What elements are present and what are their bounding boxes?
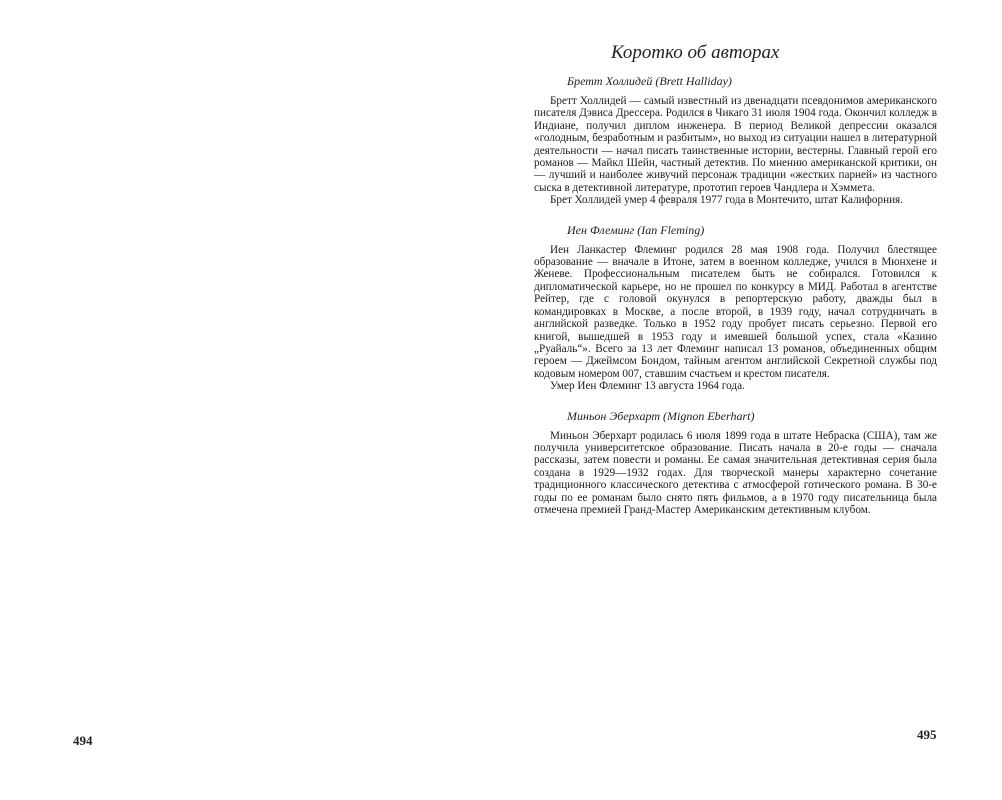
author-paragraph: Брет Холлидей умер 4 февраля 1977 года в Монтечито, штат Калифорния. — [550, 194, 903, 207]
authors-list — [534, 74, 937, 532]
author-paragraph: Миньон Эберхарт родилась 6 июля 1899 года в штате Небраска (США), там же получила университетское образование. Писать начала в 20-е годы — сначала рассказы, затем повести и романы. Ее самая значительная детективная серия была создана в 1929—1932 годах. Для творческой манеры характерно сочетание традиционного классического детектива с атмосферой готического романа. В 30-е годы по ее романам было снято пять фильмов, а в 1970 году писательница была отмечена премией Гранд-Мастер Американским детективным клубом. — [534, 429, 937, 516]
author-paragraph: Бретт Холлидей — самый известный из двенадцати псевдонимов американского писателя Дэвиса Дрессера. Родился в Чикаго 31 июля 1904 года. Окончил колледж в Индиане, получил диплом инженера. В период Великой депрессии оказался «голодным, безработным и разбитым», но выход из ситуации нашел в литературной деятельности — начал писать таинственные истории, вестерны. Главный герой его романов — Майкл Шейн, частный детектив. По мнению американской критики, он — лучший и наиболее живучий персонаж традиции «жестких парней» из частного сыска в детективной литературе, прототип героев Чандлера и Хэммета. — [534, 95, 937, 194]
page-number-right: 495 — [917, 727, 937, 742]
page-number-left: 494 — [73, 733, 93, 748]
author-block-eberhart — [534, 409, 937, 517]
author-heading: Иен Флеминг (Ian Fleming) — [567, 222, 705, 237]
author-paragraph: Умер Иен Флеминг 13 августа 1964 года. — [550, 380, 745, 393]
author-heading: Миньон Эберхарт (Mignon Eberhart) — [567, 408, 755, 423]
right-page — [501, 0, 1002, 800]
section-title: Коротко об авторах — [611, 42, 780, 63]
author-block-fleming — [534, 223, 937, 393]
author-block-halliday — [534, 74, 937, 207]
author-heading: Бретт Холлидей (Brett Halliday) — [567, 74, 732, 88]
author-paragraph: Иен Ланкастер Флеминг родился 28 мая 1908 года. Получил блестящее образование — вначале в Итоне, затем в военном колледже, учился в Мюнхене и Женеве. Профессиональным писателем быть не собирался. Готовился к дипломатической карьере, но не прошел по конкурсу в МИД. Работал в агентстве Рейтер, где с головой окунулся в репортерскую работу, дважды был в командировках в Москве, а после второй, в 1939 году, начал сотрудничать в английской разведке. Только в 1952 году пробует писать серьезно. Первой его книгой, вышедшей в 1953 году и имевшей большой успех, стала «Казино „Руайаль“». Всего за 13 лет Флеминг написал 13 романов, объединенных общим героем — Джеймсом Бондом, тайным агентом английской Секретной службы под кодовым номером 007, ставшим счастьем и крестом писателя. — [534, 243, 937, 380]
